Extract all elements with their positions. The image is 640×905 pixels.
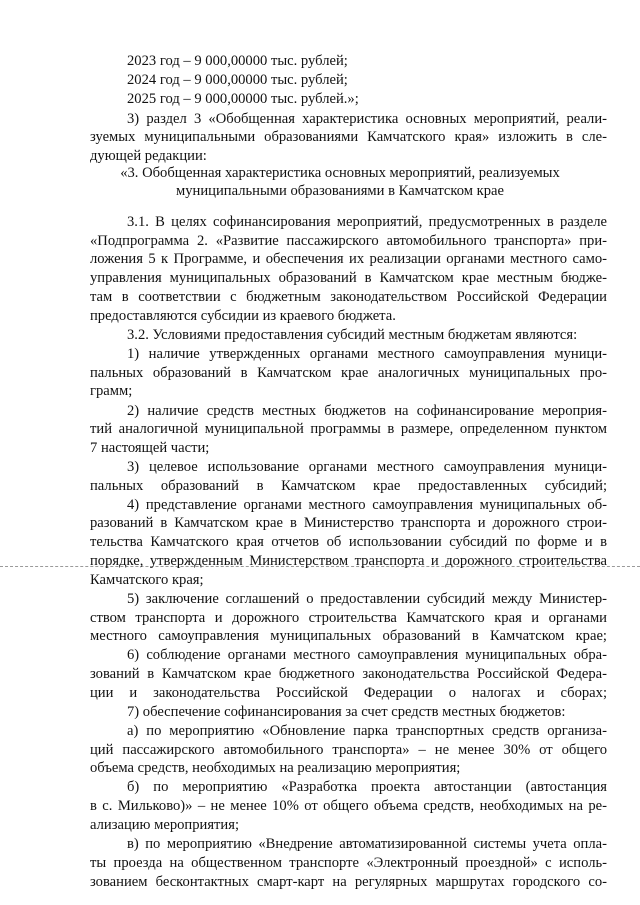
text-line: 3) целевое использование органами местного самоуправления муници- bbox=[127, 459, 607, 475]
text-line: тий аналогичной муниципальной программы в размере, определенном пунктом bbox=[90, 421, 607, 437]
text-line: ством транспорта и дорожного строительства Камчатского края и органами bbox=[90, 610, 607, 626]
text-line: 3.1. В целях софинансирования мероприятий, предусмотренных в разделе bbox=[127, 214, 607, 230]
text-line: 7 настоящей части; bbox=[90, 440, 210, 456]
text-line: 2) наличие средств местных бюджетов на софинансирование мероприя- bbox=[127, 403, 607, 419]
text-line: ций пассажирского автомобильного транспорта» – не менее 30% от общего bbox=[90, 742, 607, 758]
text-line: в с. Мильково)» – не менее 10% от общего объема средств, необходимых на ре- bbox=[90, 798, 607, 814]
text-line: 7) обеспечение софинансирования за счет средств местных бюджетов: bbox=[127, 704, 566, 720]
text-line: 4) представление органами местного самоуправления муниципальных об- bbox=[127, 497, 607, 513]
text-line: 2025 год – 9 000,00000 тыс. рублей.»; bbox=[127, 91, 359, 107]
text-line: Камчатского края; bbox=[90, 572, 204, 588]
text-line: а) по мероприятию «Обновление парка транспортных средств организа- bbox=[127, 723, 607, 739]
text-line: там в соответствии с бюджетным законодательством Российской Федерации bbox=[90, 289, 607, 305]
text-line: «3. Обобщенная характеристика основных мероприятий, реализуемых bbox=[120, 165, 560, 181]
text-line: зуемых муниципальными образованиями Камчатского края» изложить в сле- bbox=[90, 129, 607, 145]
text-line: пальных образований в Камчатском крае предоставленных субсидий; bbox=[90, 478, 607, 494]
text-line: в) по мероприятию «Внедрение автоматизированной системы учета опла- bbox=[127, 836, 607, 852]
text-line: тельства Камчатского края отчетов об использовании субсидий по форме и в bbox=[90, 534, 607, 550]
text-line: объема средств, необходимых на реализацию мероприятия; bbox=[90, 760, 461, 776]
text-line: разований в Камчатском крае в Министерство транспорта и дорожного строи- bbox=[90, 515, 607, 531]
text-line: 2024 год – 9 000,00000 тыс. рублей; bbox=[127, 72, 348, 88]
text-line: муниципальными образованиями в Камчатском крае bbox=[176, 183, 504, 199]
text-line: ализацию мероприятия; bbox=[90, 817, 240, 833]
text-line: 5) заключение соглашений о предоставлении субсидий между Министер- bbox=[127, 591, 607, 607]
text-line: 3.2. Условиями предоставления субсидий местным бюджетам являются: bbox=[127, 327, 578, 343]
text-line: б) по мероприятию «Разработка проекта автостанции (автостанция bbox=[127, 779, 607, 795]
text-line: «Подпрограмма 2. «Развитие пассажирского автомобильного транспорта» при- bbox=[90, 233, 607, 249]
text-line: управления муниципальных образований в Камчатском крае местным бюдже- bbox=[90, 270, 607, 286]
text-line: ты проезда на общественном транспорте «Электронный проездной» с исполь- bbox=[90, 855, 607, 871]
text-line: дующей редакции: bbox=[90, 148, 207, 164]
text-line: 6) соблюдение органами местного самоуправления муниципальных обра- bbox=[127, 647, 607, 663]
text-line: порядке, утвержденным Министерством транспорта и дорожного строительства bbox=[90, 553, 607, 569]
text-line: предоставляются субсидии из краевого бюджета. bbox=[90, 308, 396, 324]
text-line: 1) наличие утвержденных органами местного самоуправления муници- bbox=[127, 346, 607, 362]
text-line: ции и законодательства Российской Федерации о налогах и сборах; bbox=[90, 685, 607, 701]
text-line: местного самоуправления муниципальных образований в Камчатском крае; bbox=[90, 628, 607, 644]
text-line: зованием бесконтактных смарт-карт на регулярных маршрутах городского со- bbox=[90, 874, 607, 890]
text-line: 2023 год – 9 000,00000 тыс. рублей; bbox=[127, 53, 348, 69]
text-line: ложения 5 к Программе, и обеспечения их реализации органами местного само- bbox=[90, 251, 607, 267]
text-line: зований в Камчатском крае бюджетного законодательства Российской Федера- bbox=[90, 666, 607, 682]
text-line: 3) раздел 3 «Обобщенная характеристика основных мероприятий, реали- bbox=[127, 111, 607, 127]
text-line: грамм; bbox=[90, 383, 133, 399]
text-line: пальных образований в Камчатском крае аналогичных муниципальных про- bbox=[90, 365, 607, 381]
